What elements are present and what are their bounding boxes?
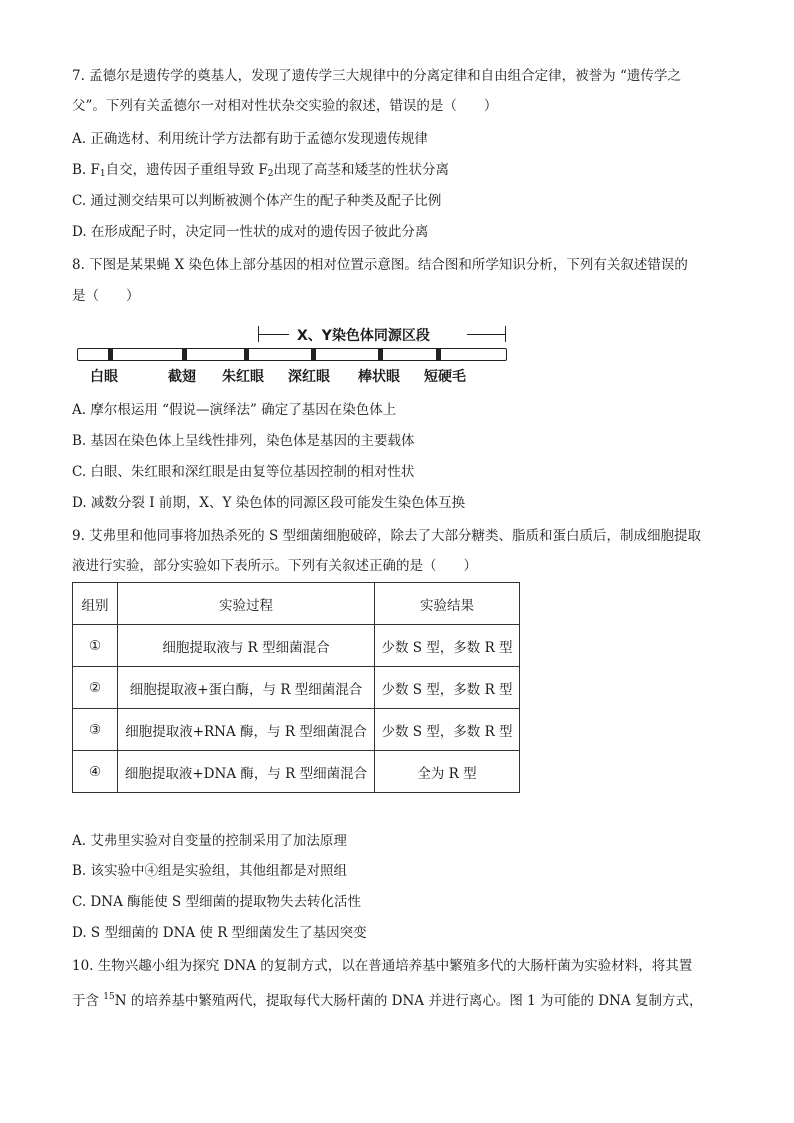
table-cell: 少数 S 型，多数 R 型 (375, 709, 520, 751)
q7-stem-line1: 7. 孟德尔是遗传学的奠基人，发现了遗传学三大规律中的分离定律和自由组合定律，被誉为 “遗传学之 (72, 68, 681, 84)
table-cell: 细胞提取液+RNA 酶，与 R 型细菌混合 (118, 709, 375, 751)
table-cell: 全为 R 型 (375, 751, 520, 793)
q9-option-b: B. 该实验中④组是实验组，其他组都是对照组 (72, 863, 348, 879)
gene-label: 朱红眼 (222, 369, 264, 385)
table-cell: 少数 S 型，多数 R 型 (375, 667, 520, 709)
q7-option-a: A. 正确选材、利用统计学方法都有助于孟德尔发现遗传规律 (72, 131, 428, 147)
gene-band (182, 349, 187, 360)
table-cell: ③ (73, 709, 118, 751)
q8-option-d: D. 减数分裂 Ⅰ 前期，X、Y 染色体的同源区段可能发生染色体互换 (72, 495, 466, 511)
homologous-region-label: X、Y染色体同源区段 (297, 328, 430, 344)
q8-option-a: A. 摩尔根运用 “假说—演绎法” 确定了基因在染色体上 (72, 402, 397, 418)
experiment-table (72, 582, 520, 793)
table-row (73, 709, 520, 751)
q9-option-c: C. DNA 酶能使 S 型细菌的提取物失去转化活性 (72, 894, 361, 910)
gene-band (108, 349, 113, 360)
table-header-row (73, 583, 520, 625)
table-header: 实验过程 (118, 583, 375, 625)
q9-option-a: A. 艾弗里实验对自变量的控制采用了加法原理 (72, 833, 347, 849)
table-row (73, 667, 520, 709)
q7-stem-line2: 父”。下列有关孟德尔一对相对性状杂交实验的叙述，错误的是（ ） (72, 98, 498, 114)
q8-option-b: B. 基因在染色体上呈线性排列，染色体是基因的主要载体 (72, 433, 415, 449)
q7-option-b: B. $F_1$自交，遗传因子重组导致 $F_2$出现了高茎和矮茎的性状分离 (72, 162, 450, 179)
table-cell: ④ (73, 751, 118, 793)
q10-stem-line1: 10. 生物兴趣小组为探究 DNA 的复制方式，以在普通培养基中繁殖多代的大肠杆菌为实验材料，将其置 (72, 958, 693, 974)
table-row (73, 625, 520, 667)
table-cell: 少数 S 型，多数 R 型 (375, 625, 520, 667)
q9-stem-line2: 液进行实验，部分实验如下表所示。下列有关叙述正确的是（ ） (72, 558, 477, 574)
table-header: 组别 (73, 583, 118, 625)
table-cell: ① (73, 625, 118, 667)
q8-option-c: C. 白眼、朱红眼和深红眼是由复等位基因控制的相对性状 (72, 464, 415, 480)
gene-band (378, 349, 383, 360)
table-cell: 细胞提取液与 R 型细菌混合 (118, 625, 375, 667)
gene-label: 短硬毛 (424, 369, 466, 385)
q7-option-d: D. 在形成配子时，决定同一性状的成对的遗传因子彼此分离 (72, 224, 429, 240)
gene-band (311, 349, 316, 360)
table-cell: 细胞提取液+DNA 酶，与 R 型细菌混合 (118, 751, 375, 793)
q10-stem-line2: 于含 $^{15}$N 的培养基中繁殖两代，提取每代大肠杆菌的 DNA 并进行离心。图 1 为可能的 DNA 复制方式， (72, 992, 703, 1009)
gene-label: 棒状眼 (358, 369, 400, 385)
q9-option-d: D. S 型细菌的 DNA 使 R 型细菌发生了基因突变 (72, 925, 367, 941)
q8-stem-line1: 8. 下图是某果蝇 X 染色体上部分基因的相对位置示意图。结合图和所学知识分析，下列有关叙述错误的 (72, 257, 688, 273)
table-cell: ② (73, 667, 118, 709)
q9-stem-line1: 9. 艾弗里和他同事将加热杀死的 S 型细菌细胞破碎，除去了大部分糖类、脂质和蛋白质后，制成细胞提取 (72, 528, 702, 544)
q7-option-c: C. 通过测交结果可以判断被测个体产生的配子种类及配子比例 (72, 193, 442, 209)
gene-label: 深红眼 (288, 369, 330, 385)
x-chromosome-bar (77, 348, 507, 361)
gene-band (244, 349, 249, 360)
q8-stem-line2: 是（ ） (72, 288, 140, 304)
table-cell: 细胞提取液+蛋白酶，与 R 型细菌混合 (118, 667, 375, 709)
gene-band (436, 349, 441, 360)
table-header: 实验结果 (375, 583, 520, 625)
table-row (73, 751, 520, 793)
homologous-region-bracket (258, 326, 506, 342)
gene-label: 白眼 (90, 369, 118, 385)
chromosome-diagram (72, 318, 512, 388)
gene-label: 截翅 (168, 369, 196, 385)
